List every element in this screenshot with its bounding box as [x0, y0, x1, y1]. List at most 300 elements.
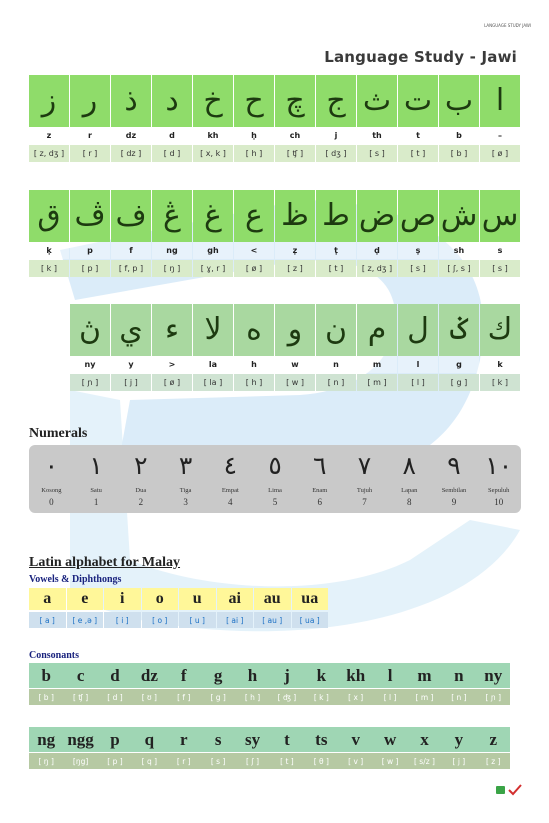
consonant-cell [29, 663, 63, 705]
jawi-ipa: [ t ] [316, 260, 356, 277]
jawi-glyph: ج [316, 75, 356, 127]
consonant-ipa: [ θ ] [304, 753, 338, 769]
jawi-ipa: [ k ] [29, 260, 69, 277]
consonant-letter: f [167, 663, 201, 688]
consonant-letter: z [476, 727, 510, 752]
jawi-transliteration: ch [275, 127, 315, 144]
jawi-glyph: ر [70, 75, 110, 127]
jawi-glyph: ڽ [70, 304, 110, 356]
vowel-letter: au [254, 588, 291, 610]
jawi-transliteration: l [398, 356, 438, 373]
jawi-ipa: [ z, dʒ ] [357, 260, 397, 277]
jawi-letter-cell [316, 190, 356, 277]
vowel-cell [179, 588, 216, 628]
jawi-ipa: [ ɣ, r ] [193, 260, 233, 277]
jawi-letter-cell [193, 75, 233, 162]
jawi-letter-cell [439, 190, 479, 277]
jawi-glyph: لا [193, 304, 233, 356]
jawi-glyph: خ [193, 75, 233, 127]
jawi-letter-cell [480, 304, 520, 391]
numeral-digit: 9 [451, 497, 457, 507]
jawi-letter-cell [357, 190, 397, 277]
consonant-letter: l [373, 663, 407, 688]
numeral-word: Lapan [401, 487, 418, 494]
consonant-letter: sy [235, 727, 269, 752]
jawi-transliteration: – [480, 127, 520, 144]
jawi-ipa: [ n ] [316, 374, 356, 391]
jawi-transliteration: z [29, 127, 69, 144]
vowel-letter: ai [217, 588, 254, 610]
consonant-cell [442, 663, 476, 705]
vowel-cell [254, 588, 291, 628]
jawi-ipa: [ h ] [234, 374, 274, 391]
jawi-letter-cell [111, 75, 151, 162]
consonant-ipa: [ z ] [476, 753, 510, 769]
jawi-ipa: [ ø ] [152, 374, 192, 391]
numeral-word: Sepuluh [488, 487, 510, 494]
jawi-letter-cell [275, 304, 315, 391]
consonant-ipa: [ d ] [98, 689, 132, 705]
jawi-transliteration: d [152, 127, 192, 144]
numeral-digit: 6 [317, 497, 323, 507]
vowel-cell [29, 588, 66, 628]
consonant-letter: g [201, 663, 235, 688]
consonant-ipa: [ v ] [339, 753, 373, 769]
numeral-digit: 7 [362, 497, 367, 507]
jawi-transliteration: ṣ [398, 242, 438, 259]
consonant-letter: k [304, 663, 338, 688]
jawi-ipa: [ m ] [357, 374, 397, 391]
consonant-cell [235, 727, 269, 769]
jawi-ipa: [ dz ] [111, 145, 151, 162]
consonant-letter: ngg [63, 727, 97, 752]
consonant-letter: h [235, 663, 269, 688]
consonant-cell [476, 663, 510, 705]
consonant-ipa: [ ŋ ] [29, 753, 63, 769]
vowel-cell [104, 588, 141, 628]
jawi-ipa: [ ø ] [234, 260, 274, 277]
consonant-ipa: [ b ] [29, 689, 63, 705]
jawi-glyph: ظ [275, 190, 315, 242]
jawi-transliteration: ḥ [234, 127, 274, 144]
consonant-letter: x [407, 727, 441, 752]
numeral-glyph: ٤ [223, 450, 238, 480]
numeral-glyph: ٦ [313, 450, 327, 480]
jawi-ipa: [ l ] [398, 374, 438, 391]
jawi-row-3 [70, 304, 520, 391]
jawi-letter-cell [316, 75, 356, 162]
jawi-glyph: د [152, 75, 192, 127]
consonants-heading: Consonants [29, 650, 80, 661]
vowel-ipa: [ au ] [254, 612, 291, 628]
jawi-glyph: ي [111, 304, 151, 356]
vowel-ipa: [ i ] [104, 612, 141, 628]
jawi-glyph: ن [316, 304, 356, 356]
consonant-letter: r [167, 727, 201, 752]
jawi-letter-cell [357, 304, 397, 391]
jawi-transliteration: h [234, 356, 274, 373]
consonant-ipa: [ ʊ ] [132, 689, 166, 705]
numeral-digit: 5 [272, 497, 278, 507]
consonant-cell [270, 663, 304, 705]
consonant-cell [442, 727, 476, 769]
vowels-heading: Vowels & Diphthongs [29, 574, 122, 585]
numeral-word: Tujuh [356, 487, 373, 494]
consonant-cell [63, 727, 97, 769]
consonant-ipa: [ h ] [235, 689, 269, 705]
jawi-letter-cell [193, 190, 233, 277]
jawi-glyph: ف [111, 190, 151, 242]
numeral-word: Kosong [41, 487, 62, 494]
jawi-transliteration: th [357, 127, 397, 144]
numeral-glyph: ٧ [357, 450, 372, 480]
numeral-digit: 8 [406, 497, 412, 507]
consonant-letter: q [132, 727, 166, 752]
numeral-word: Enam [312, 487, 328, 494]
numeral-glyph: ٣ [178, 450, 193, 480]
consonant-cell [304, 727, 338, 769]
jawi-transliteration: j [316, 127, 356, 144]
vowel-cell [142, 588, 179, 628]
consonant-letter: v [339, 727, 373, 752]
jawi-letter-cell [152, 304, 192, 391]
jawi-glyph: ط [316, 190, 356, 242]
numeral-word: Dua [135, 487, 147, 494]
numeral-word: Satu [90, 487, 102, 494]
consonant-ipa: [ t ] [270, 753, 304, 769]
jawi-glyph: ز [29, 75, 69, 127]
consonant-cell [476, 727, 510, 769]
jawi-ipa: [ g ] [439, 374, 479, 391]
jawi-transliteration: n [316, 356, 356, 373]
consonant-cell [167, 663, 201, 705]
consonant-cell [407, 727, 441, 769]
jawi-ipa: [ w ] [275, 374, 315, 391]
numeral-glyph: ٠ [44, 450, 59, 480]
jawi-letter-cell [439, 304, 479, 391]
vowel-ipa: [ u ] [179, 612, 216, 628]
jawi-letter-cell [193, 304, 233, 391]
consonant-letter: d [98, 663, 132, 688]
jawi-ipa: [ x, k ] [193, 145, 233, 162]
consonant-cell [373, 727, 407, 769]
jawi-glyph: ع [234, 190, 274, 242]
consonant-cell [201, 727, 235, 769]
jawi-transliteration: ḍ [357, 242, 397, 259]
jawi-glyph: ݢ [439, 304, 479, 356]
jawi-row-1 [29, 75, 520, 162]
jawi-ipa: [ s ] [357, 145, 397, 162]
jawi-transliteration: y [111, 356, 151, 373]
numeral-cell [163, 445, 208, 513]
jawi-ipa: [ z ] [275, 260, 315, 277]
consonant-letter: ny [476, 663, 510, 688]
vowel-letter: o [142, 588, 179, 610]
jawi-glyph: ل [398, 304, 438, 356]
numeral-digit: 3 [183, 497, 188, 507]
jawi-letter-cell [111, 304, 151, 391]
jawi-letter-cell [398, 75, 438, 162]
jawi-ipa: [ s ] [480, 260, 520, 277]
consonant-letter: dz [132, 663, 166, 688]
jawi-transliteration: r [70, 127, 110, 144]
jawi-transliteration: la [193, 356, 233, 373]
jawi-letter-cell [275, 190, 315, 277]
consonant-ipa: [ m ] [407, 689, 441, 705]
vowel-letter: e [67, 588, 104, 610]
vowel-ipa: [ ua ] [292, 612, 329, 628]
consonant-cell [373, 663, 407, 705]
numeral-cell [432, 445, 477, 513]
jawi-glyph: ص [398, 190, 438, 242]
jawi-transliteration: p [70, 242, 110, 259]
jawi-ipa: [ ɲ ] [70, 374, 110, 391]
jawi-letter-cell [480, 75, 520, 162]
jawi-transliteration: k [480, 356, 520, 373]
jawi-ipa: [ r ] [70, 145, 110, 162]
consonant-cell [63, 663, 97, 705]
jawi-transliteration: sh [439, 242, 479, 259]
consonant-ipa: [ k ] [304, 689, 338, 705]
jawi-ipa: [ b ] [439, 145, 479, 162]
consonant-letter: s [201, 727, 235, 752]
consonant-ipa: [ j ] [442, 753, 476, 769]
vowel-letter: u [179, 588, 216, 610]
jawi-ipa: [ la ] [193, 374, 233, 391]
consonant-cell [407, 663, 441, 705]
consonant-cell [270, 727, 304, 769]
jawi-transliteration: ng [152, 242, 192, 259]
numeral-digit: 4 [228, 497, 233, 507]
consonant-letter: m [407, 663, 441, 688]
consonant-ipa: [ŋg] [63, 753, 97, 769]
jawi-letter-cell [70, 75, 110, 162]
publisher-logo-icon [508, 784, 522, 796]
numeral-glyph: ١٠ [485, 450, 513, 480]
jawi-transliteration: ṭ [316, 242, 356, 259]
jawi-letter-cell [152, 190, 192, 277]
numeral-digit: 10 [494, 497, 504, 507]
jawi-letter-cell [480, 190, 520, 277]
vowel-letter: i [104, 588, 141, 610]
numeral-glyph: ٥ [268, 450, 282, 480]
jawi-glyph: ڤ [70, 190, 110, 242]
jawi-glyph: س [480, 190, 520, 242]
vowel-letter: a [29, 588, 66, 610]
numeral-glyph: ٨ [402, 450, 416, 480]
jawi-transliteration: dz [111, 127, 151, 144]
consonant-cell [132, 727, 166, 769]
latin-heading: Latin alphabet for Malay [29, 555, 181, 570]
numeral-cell [29, 445, 74, 513]
jawi-transliteration: g [439, 356, 479, 373]
consonant-ipa: [ f ] [167, 689, 201, 705]
jawi-letter-cell [439, 75, 479, 162]
jawi-letter-cell [398, 304, 438, 391]
header-small-label: LANGUAGE STUDY JAWI [484, 23, 531, 28]
jawi-transliteration: f [111, 242, 151, 259]
jawi-ipa: [ t ] [398, 145, 438, 162]
jawi-letter-cell [316, 304, 356, 391]
jawi-transliteration: kh [193, 127, 233, 144]
consonant-letter: t [270, 727, 304, 752]
numerals-row [29, 445, 521, 513]
numeral-glyph: ٩ [447, 450, 461, 480]
consonant-ipa: [ n ] [442, 689, 476, 705]
jawi-glyph: ذ [111, 75, 151, 127]
jawi-letter-cell [275, 75, 315, 162]
vowel-letter: ua [292, 588, 329, 610]
numeral-cell [387, 445, 432, 513]
vowels-row [29, 588, 329, 628]
jawi-glyph: ض [357, 190, 397, 242]
jawi-letter-cell [234, 75, 274, 162]
flag-icon [496, 786, 505, 794]
numeral-cell [253, 445, 298, 513]
jawi-glyph: ب [439, 75, 479, 127]
jawi-transliteration: w [275, 356, 315, 373]
jawi-glyph: ق [29, 190, 69, 242]
jawi-glyph: ش [439, 190, 479, 242]
jawi-glyph: ك [480, 304, 520, 356]
consonant-ipa: [ ɲ ] [476, 689, 510, 705]
consonant-cell [98, 663, 132, 705]
consonant-letter: c [63, 663, 97, 688]
vowel-ipa: [ ai ] [217, 612, 254, 628]
jawi-ipa: [ s ] [398, 260, 438, 277]
consonant-ipa: [ ʤ ] [270, 689, 304, 705]
jawi-letter-cell [152, 75, 192, 162]
consonant-letter: kh [339, 663, 373, 688]
jawi-ipa: [ d ] [152, 145, 192, 162]
jawi-ipa: [ ʃ, s ] [439, 260, 479, 277]
consonant-cell [339, 727, 373, 769]
consonant-ipa: [ ʃ ] [235, 753, 269, 769]
jawi-transliteration: s [480, 242, 520, 259]
jawi-ipa: [ ʧ ] [275, 145, 315, 162]
page-title: Language Study - Jawi [324, 48, 517, 66]
jawi-glyph: چ [275, 75, 315, 127]
jawi-transliteration: ḳ [29, 242, 69, 259]
jawi-ipa: [ p ] [70, 260, 110, 277]
numeral-word: Lima [268, 487, 282, 494]
consonant-ipa: [ s ] [201, 753, 235, 769]
jawi-glyph: ڠ [152, 190, 192, 242]
consonant-letter: y [442, 727, 476, 752]
numeral-cell [74, 445, 119, 513]
jawi-glyph: ح [234, 75, 274, 127]
numerals-heading: Numerals [29, 426, 88, 441]
jawi-transliteration: > [152, 356, 192, 373]
jawi-ipa: [ ŋ ] [152, 260, 192, 277]
numeral-glyph: ١ [89, 450, 103, 480]
jawi-letter-cell [398, 190, 438, 277]
consonant-ipa: [ r ] [167, 753, 201, 769]
consonant-cell [98, 727, 132, 769]
consonants-row-2 [29, 727, 510, 769]
consonant-letter: b [29, 663, 63, 688]
numeral-cell [476, 445, 521, 513]
jawi-ipa: [ f, p ] [111, 260, 151, 277]
jawi-transliteration: gh [193, 242, 233, 259]
jawi-glyph: غ [193, 190, 233, 242]
numeral-glyph: ٢ [134, 450, 148, 480]
jawi-glyph: ء [152, 304, 192, 356]
consonant-cell [339, 663, 373, 705]
numeral-digit: 1 [93, 497, 99, 507]
consonant-cell [167, 727, 201, 769]
consonant-ipa: [ ʧ ] [63, 689, 97, 705]
numeral-word: Sembilan [441, 487, 467, 494]
jawi-glyph: ت [398, 75, 438, 127]
consonants-row-1 [29, 663, 510, 705]
consonant-letter: ts [304, 727, 338, 752]
jawi-transliteration: b [439, 127, 479, 144]
consonant-ipa: [ q ] [132, 753, 166, 769]
jawi-glyph: ا [480, 75, 520, 127]
jawi-glyph: ث [357, 75, 397, 127]
jawi-transliteration: t [398, 127, 438, 144]
jawi-ipa: [ z, dʒ ] [29, 145, 69, 162]
consonant-cell [132, 663, 166, 705]
consonant-cell [304, 663, 338, 705]
consonant-ipa: [ w ] [373, 753, 407, 769]
numeral-cell [342, 445, 387, 513]
consonant-cell [235, 663, 269, 705]
numeral-cell [118, 445, 163, 513]
jawi-transliteration: ny [70, 356, 110, 373]
vowel-ipa: [ o ] [142, 612, 179, 628]
numeral-cell [208, 445, 253, 513]
numeral-digit: 0 [49, 497, 54, 507]
consonant-letter: ng [29, 727, 63, 752]
jawi-transliteration: m [357, 356, 397, 373]
consonant-letter: w [373, 727, 407, 752]
vowel-cell [67, 588, 104, 628]
consonant-ipa: [ p ] [98, 753, 132, 769]
consonant-letter: n [442, 663, 476, 688]
jawi-transliteration: < [234, 242, 274, 259]
consonant-cell [29, 727, 63, 769]
jawi-glyph: م [357, 304, 397, 356]
vowel-cell [217, 588, 254, 628]
numeral-word: Empat [221, 487, 239, 494]
jawi-glyph: ه [234, 304, 274, 356]
jawi-letter-cell [29, 190, 69, 277]
jawi-glyph: و [275, 304, 315, 356]
jawi-letter-cell [234, 190, 274, 277]
jawi-ipa: [ k ] [480, 374, 520, 391]
jawi-letter-cell [234, 304, 274, 391]
jawi-letter-cell [70, 190, 110, 277]
jawi-letter-cell [70, 304, 110, 391]
vowel-ipa: [ e ,ə ] [67, 612, 104, 628]
jawi-letter-cell [357, 75, 397, 162]
jawi-ipa: [ h ] [234, 145, 274, 162]
vowel-ipa: [ a ] [29, 612, 66, 628]
consonant-ipa: [ x ] [339, 689, 373, 705]
consonant-ipa: [ g ] [201, 689, 235, 705]
consonant-cell [201, 663, 235, 705]
jawi-letter-cell [29, 75, 69, 162]
jawi-ipa: [ j ] [111, 374, 151, 391]
consonant-letter: j [270, 663, 304, 688]
numeral-cell [297, 445, 342, 513]
jawi-ipa: [ dʒ ] [316, 145, 356, 162]
consonant-ipa: [ l ] [373, 689, 407, 705]
jawi-letter-cell [111, 190, 151, 277]
consonant-ipa: [ s/z ] [407, 753, 441, 769]
